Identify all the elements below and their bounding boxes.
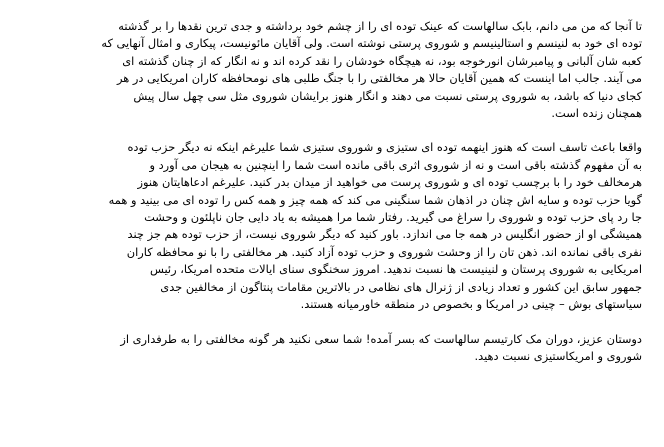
paragraph-spacer <box>20 314 642 331</box>
text-line: واقعا باعث تاسف است که هنوز اینهمه توده ای ستیزی و شوروی ستیزی شما علیرغم اینکه نه دیگر حزب توده <box>127 140 642 155</box>
text-line: کجای دنیا که باشد، به شوروی پرستی نسبت می دهند و انگار هنوز برایشان شوروی مثل سی چهل سال پیش <box>133 88 642 103</box>
document-body <box>20 18 642 365</box>
text-line: می آیند. جالب اما اینست که همین آقایان حالا هر مخالفتی را با جنگ طلبی های نومحافظه کاران امریکایی در هر <box>116 71 642 86</box>
text-line: جا رد پای حزب توده و شوروی را سراغ می گیرید. رفتار شما مرا همیشه به یاد دایی جان ناپلئون و وحشت <box>144 210 642 225</box>
text-line: به آن مفهوم گذشته باقی است و نه از شوروی اثری باقی مانده است شما را اینچنین به هیجان می آورد و <box>149 157 642 172</box>
text-line: سیاستهای بوش – چینی در امریکا و بخصوص در منطقه خاورمیانه هستند. <box>300 297 642 312</box>
text-line: نفری باقی نمانده اند. ذهن تان را از وحشت شوروی و حزب توده آزاد کنید. هر مخالفتی را با نو محافظه کاران <box>126 244 642 259</box>
text-line: گویا حزب توده و سایه اش چنان در اذهان شما سنگینی می کند که همه چیز و همه کس را توده ای می بینید و همه <box>108 192 642 207</box>
text-line: هرمخالف خود را با برچسب توده ای و شوروی پرست می خواهید از میدان بدر کنید. علیرغم ادعاهایتان هنوز <box>137 175 642 190</box>
paragraph-2 <box>20 139 642 313</box>
text-line: همیشگی او از حضور انگلیس در همه جا می اندازد. باور کنید که دیگر شوروی نیست، از حزب توده هم جز چند <box>127 227 642 242</box>
paragraph-spacer <box>20 122 642 139</box>
paragraph-3 <box>20 331 642 366</box>
text-line: توده ای خود به لنینسم و استالینیسم و شوروی پرستی نوشته است. ولی آقایان مائونیست، پیکاری و امثال آنهایی که <box>101 36 642 51</box>
text-line: جمهور سابق این کشور و تعداد زیادی از ژنرال های نظامی در بالاترین مقامات پنتاگون از مخالفین جدی <box>160 279 642 294</box>
text-line: دوستان عزیز، دوران مک کارتیسم سالهاست که بسر آمده! شما سعی نکنید هر گونه مخالفتی را به طرفداری از <box>120 331 642 346</box>
text-line: شوروی و امریکاستیزی نسبت دهید. <box>474 348 642 363</box>
text-line: تا آنجا که من می دانم، بابک سالهاست که عینک توده ای را از چشم خود برداشته و جدی ترین نقدها را بر گذشته <box>118 19 642 33</box>
text-line: امریکایی به شوروی پرستان و لنینیست ها نسبت ندهید. امروز سخنگوی سنای ایالات متحده امریکا، رئیس <box>149 262 642 277</box>
text-line: همچنان زنده است. <box>551 106 642 121</box>
paragraph-1 <box>20 18 642 122</box>
text-line: کعبه شان آلبانی و پیامبرشان انورخوجه بود، نه هیچگاه خودشان را نقد کرده اند و نه انگار که از چنان گذشته ای <box>122 53 642 68</box>
